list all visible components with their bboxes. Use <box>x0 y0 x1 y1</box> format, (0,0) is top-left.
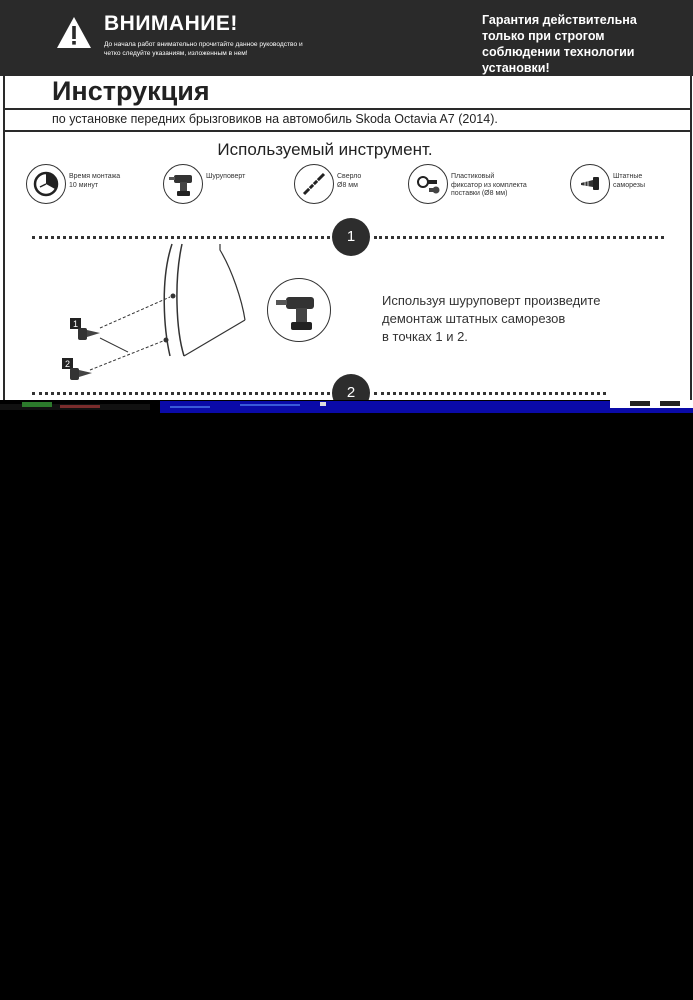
title-divider <box>3 108 690 110</box>
subtitle-divider <box>3 130 690 132</box>
tool-label: Сверло Ø8 мм <box>337 173 362 189</box>
step-divider-right <box>374 392 606 395</box>
document-subtitle: по установке передних брызговиков на автомобиль Skoda Octavia A7 (2014). <box>52 112 498 126</box>
step-number-badge: 1 <box>332 218 370 256</box>
screw-point-1 <box>70 318 100 340</box>
svg-text:1: 1 <box>72 319 79 329</box>
drill-bit-icon <box>295 165 333 203</box>
image-corruption-band <box>0 400 693 414</box>
svg-text:2: 2 <box>64 359 71 369</box>
tool-label: Время монтажа 10 минут <box>69 173 121 189</box>
tool-label: Пластиковый фиксатор из комплекта поставки (Ø8 мм) <box>451 173 527 197</box>
instruction-sheet <box>0 0 693 400</box>
step-instruction-text: Используя шуруповерт произведите демонтаж штатных саморезов в точках 1 и 2. <box>382 293 601 344</box>
tool-label: Шуруповерт <box>206 173 246 180</box>
step-tool-circle <box>267 278 331 342</box>
fender-illustration <box>60 240 260 390</box>
clock-icon <box>27 165 65 203</box>
screw-icon <box>571 165 609 203</box>
step-number-badge: 2 <box>332 374 370 400</box>
warning-title: ВНИМАНИЕ! <box>104 12 238 35</box>
screwdriver-icon <box>268 279 330 341</box>
screw-point-2 <box>62 358 92 380</box>
guarantee-note: Гарантия действительна только при строгом соблюдении технологии установки! <box>482 13 637 75</box>
tool-label: Штатные саморезы <box>613 173 645 189</box>
step-divider-left <box>32 392 330 395</box>
tools-heading: Используемый инструмент. <box>217 140 433 159</box>
document-title: Инструкция <box>52 76 210 106</box>
plastic-clip-icon <box>409 165 447 203</box>
step-divider-right <box>374 236 664 239</box>
step-divider-left <box>32 236 330 239</box>
screwdriver-icon <box>164 165 202 203</box>
warning-triangle-icon <box>56 16 92 49</box>
warning-header <box>0 0 693 76</box>
warning-text: До начала работ внимательно прочитайте данное руководство и четко следуйте указаниям, изложенным в нем! <box>104 41 303 57</box>
